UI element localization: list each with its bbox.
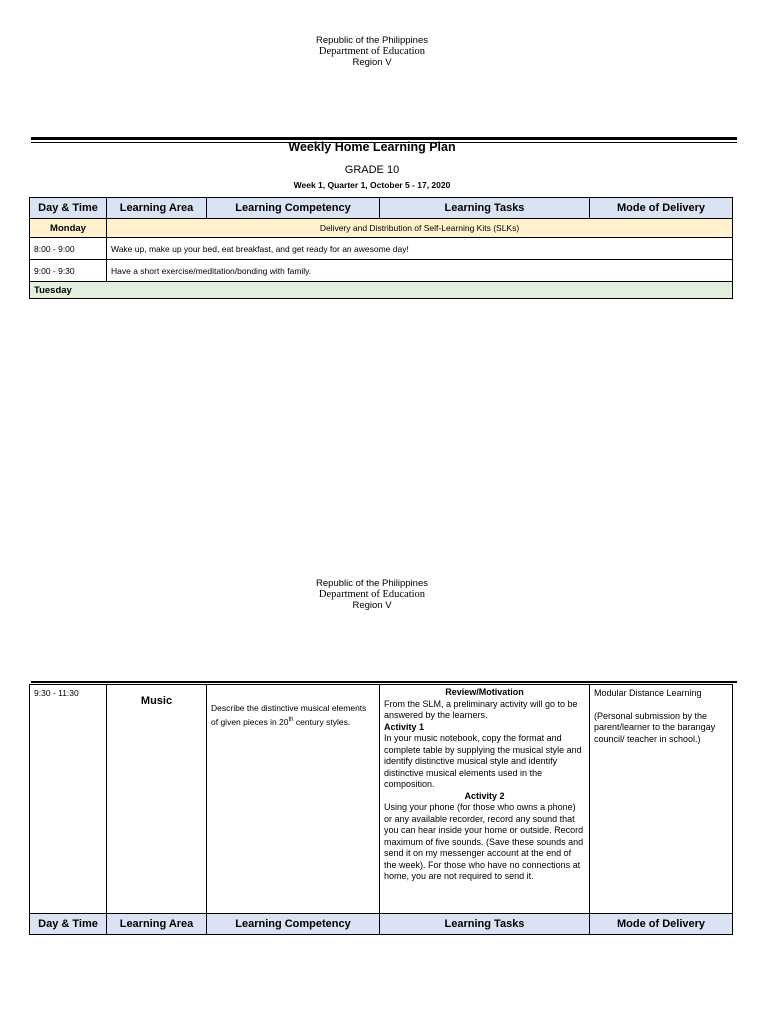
header-learning-competency: Learning Competency: [207, 914, 380, 935]
header-learning-area: Learning Area: [107, 914, 207, 935]
tuesday-label: Tuesday: [30, 282, 733, 299]
header-day-time: Day & Time: [30, 914, 107, 935]
activity2-heading: Activity 2: [464, 790, 505, 801]
table-header-row: [30, 198, 733, 219]
table-row: [30, 238, 733, 260]
region-text: Region V: [352, 600, 392, 611]
header-learning-area: Learning Area: [107, 198, 207, 219]
letterhead-top: [0, 35, 744, 68]
row-activity: Have a short exercise/meditation/bonding with family.: [107, 260, 733, 282]
music-area: Music: [107, 685, 207, 914]
competency-superscript: th: [288, 716, 294, 723]
delivery-mode: Modular Distance Learning: [594, 688, 702, 698]
grade-label: GRADE 10: [344, 164, 400, 176]
header-mode-of-delivery: Mode of Delivery: [590, 198, 733, 219]
music-competency: [207, 685, 380, 914]
row-time: 9:00 - 9:30: [30, 260, 107, 282]
header-mode-of-delivery: Mode of Delivery: [590, 914, 733, 935]
monday-activity: Delivery and Distribution of Self-Learning Kits (SLKs): [107, 219, 733, 238]
header-learning-tasks: Learning Tasks: [380, 198, 590, 219]
divider-thick: [31, 681, 737, 683]
header-learning-tasks: Learning Tasks: [380, 914, 590, 935]
delivery-note: (Personal submission by the parent/learner to the barangay council/ teacher in school.): [594, 710, 716, 744]
music-row: [30, 685, 733, 914]
activity1-heading: Activity 1: [384, 721, 425, 732]
tuesday-row: [30, 282, 733, 299]
letterhead-second: [0, 578, 744, 611]
row-time: 8:00 - 9:00: [30, 238, 107, 260]
header-day-time: Day & Time: [30, 198, 107, 219]
schedule-table: [29, 197, 733, 299]
music-tasks: [380, 685, 590, 914]
activity1-text: In your music notebook, copy the format and complete table by supplying the musical style and identify distinctive musical style and identify distinctive musical elements used in the composition.: [384, 733, 582, 789]
monday-row: [30, 219, 733, 238]
activity2-text: Using your phone (for those who owns a phone) or any available recorder, record any sound that you can hear inside your home or outside. Record maximum of five sounds. (Save these sounds and send it on my messenger account at the end of the week). For those who have no connections at home, you are not required to send it.: [384, 802, 584, 881]
plan-title: Weekly Home Learning Plan: [288, 140, 456, 154]
competency-text: Describe the distinctive musical elements of given pieces in 20: [211, 703, 367, 727]
header-learning-competency: Learning Competency: [207, 198, 380, 219]
music-table: [29, 684, 733, 935]
competency-text-end: century styles.: [293, 716, 351, 727]
music-delivery: [590, 685, 733, 914]
republic-text: Republic of the Philippines: [316, 35, 428, 46]
table-row: [30, 260, 733, 282]
row-activity: Wake up, make up your bed, eat breakfast, and get ready for an awesome day!: [107, 238, 733, 260]
table-header-row: [30, 914, 733, 935]
republic-text: Republic of the Philippines: [316, 578, 428, 589]
review-text: From the SLM, a preliminary activity will go to be answered by the learners.: [384, 698, 578, 720]
region-text: Region V: [352, 57, 392, 68]
review-heading: Review/Motivation: [445, 687, 524, 697]
department-text: Department of Education: [318, 589, 426, 600]
music-time: 9:30 - 11:30: [30, 685, 107, 914]
week-label: Week 1, Quarter 1, October 5 - 17, 2020: [293, 180, 451, 190]
monday-label: Monday: [30, 219, 107, 238]
department-text: Department of Education: [318, 46, 426, 57]
